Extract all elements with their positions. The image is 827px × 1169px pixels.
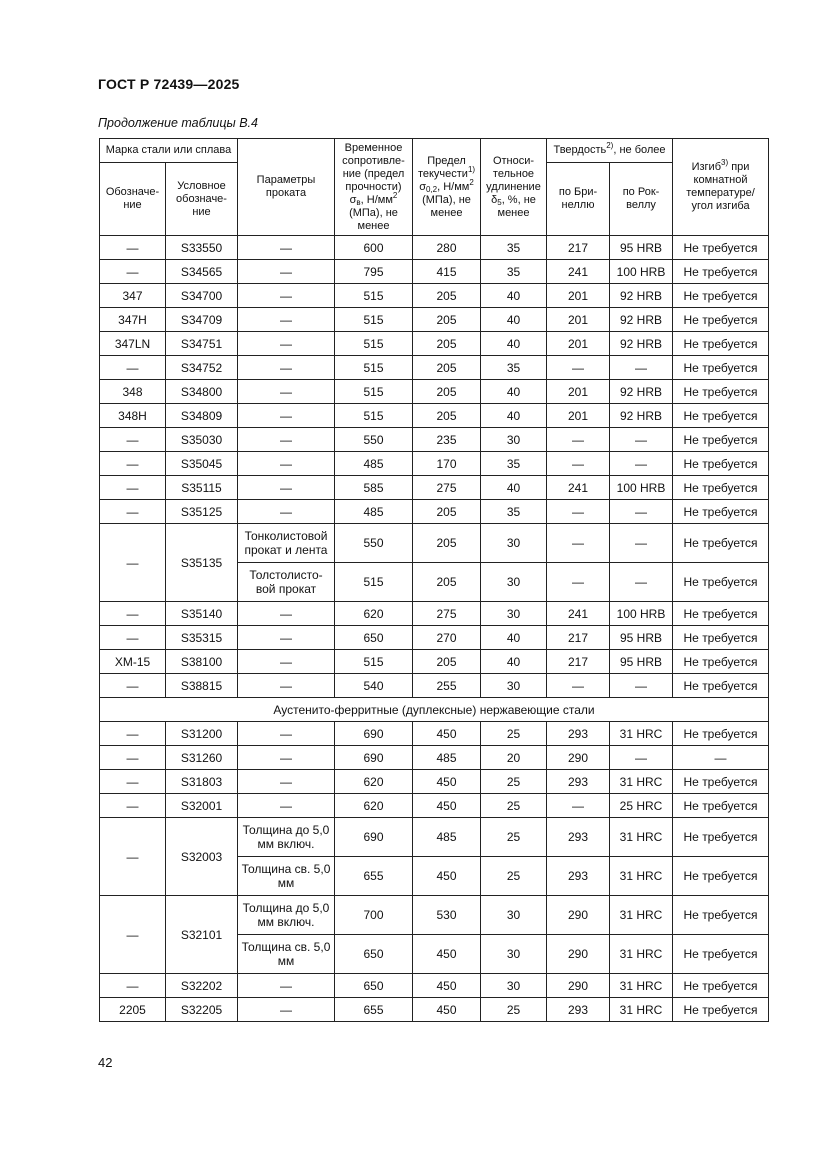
- table-row: [100, 332, 769, 356]
- cell-designation: —: [100, 236, 166, 260]
- cell-rockwell: —: [610, 452, 673, 476]
- header-designation: Обозначе-ние: [100, 163, 166, 236]
- cell-yield: 450: [413, 857, 481, 896]
- header-rockwell: по Рок-веллу: [610, 163, 673, 236]
- table-row: [100, 428, 769, 452]
- cell-elong: 35: [481, 452, 547, 476]
- header-elongation: Относи-тельное удлинение $\delta_5$, %, не менее: [481, 139, 547, 236]
- cell-bend: Не требуется: [673, 818, 769, 857]
- cell-code: S34700: [166, 284, 238, 308]
- cell-yield: 530: [413, 896, 481, 935]
- cell-params: Толстолисто-вой прокат: [238, 563, 335, 602]
- cell-bend: Не требуется: [673, 998, 769, 1022]
- cell-code: S34800: [166, 380, 238, 404]
- header-yield: Предел текучести$^{1)}$ $\sigma_{0,2}$, $Н/мм^2$ (МПа), не менее: [413, 139, 481, 236]
- cell-yield: 170: [413, 452, 481, 476]
- cell-tensile: 655: [335, 857, 413, 896]
- cell-elong: 25: [481, 770, 547, 794]
- cell-rockwell: 92 HRB: [610, 380, 673, 404]
- cell-bend: Не требуется: [673, 722, 769, 746]
- cell-yield: 275: [413, 476, 481, 500]
- cell-brinell: —: [547, 428, 610, 452]
- cell-tensile: 515: [335, 563, 413, 602]
- cell-params: Толщина до 5,0 мм включ.: [238, 896, 335, 935]
- cell-designation: —: [100, 794, 166, 818]
- cell-rockwell: —: [610, 563, 673, 602]
- cell-bend: Не требуется: [673, 770, 769, 794]
- cell-brinell: 290: [547, 935, 610, 974]
- cell-tensile: 690: [335, 818, 413, 857]
- cell-designation: —: [100, 746, 166, 770]
- cell-brinell: 293: [547, 998, 610, 1022]
- cell-elong: 30: [481, 524, 547, 563]
- cell-elong: 25: [481, 722, 547, 746]
- cell-tensile: 650: [335, 974, 413, 998]
- cell-rockwell: 31 HRC: [610, 818, 673, 857]
- cell-brinell: 217: [547, 626, 610, 650]
- cell-brinell: 201: [547, 308, 610, 332]
- table-row: [100, 896, 769, 935]
- cell-code: S38815: [166, 674, 238, 698]
- table-row: [100, 602, 769, 626]
- table-row: [100, 746, 769, 770]
- cell-params: —: [238, 428, 335, 452]
- cell-brinell: 217: [547, 650, 610, 674]
- cell-elong: 30: [481, 428, 547, 452]
- cell-brinell: —: [547, 452, 610, 476]
- cell-bend: Не требуется: [673, 524, 769, 563]
- table-row: [100, 794, 769, 818]
- cell-yield: 205: [413, 563, 481, 602]
- cell-rockwell: 92 HRB: [610, 284, 673, 308]
- header-tensile: Временное сопротивле-ние (предел прочности) $\sigma_в$, $Н/мм^2$ (МПа), не менее: [335, 139, 413, 236]
- cell-elong: 35: [481, 356, 547, 380]
- cell-params: —: [238, 260, 335, 284]
- table-row: [100, 380, 769, 404]
- cell-designation: 2205: [100, 998, 166, 1022]
- cell-bend: Не требуется: [673, 794, 769, 818]
- table-row: [100, 452, 769, 476]
- table-row: [100, 626, 769, 650]
- cell-bend: Не требуется: [673, 974, 769, 998]
- cell-bend: Не требуется: [673, 500, 769, 524]
- cell-params: —: [238, 770, 335, 794]
- cell-elong: 30: [481, 674, 547, 698]
- cell-params: —: [238, 356, 335, 380]
- table-row: [100, 260, 769, 284]
- cell-tensile: 620: [335, 794, 413, 818]
- cell-bend: Не требуется: [673, 332, 769, 356]
- cell-params: Толщина св. 5,0 мм: [238, 935, 335, 974]
- cell-rockwell: 95 HRB: [610, 236, 673, 260]
- cell-yield: 450: [413, 935, 481, 974]
- steel-properties-table: [99, 138, 769, 1022]
- cell-code: S35125: [166, 500, 238, 524]
- header-conventional: Условное обозначе-ние: [166, 163, 238, 236]
- cell-yield: 205: [413, 332, 481, 356]
- cell-elong: 25: [481, 794, 547, 818]
- cell-tensile: 655: [335, 998, 413, 1022]
- cell-code: S31803: [166, 770, 238, 794]
- cell-code: S35030: [166, 428, 238, 452]
- cell-designation: —: [100, 476, 166, 500]
- cell-params: —: [238, 626, 335, 650]
- cell-bend: Не требуется: [673, 602, 769, 626]
- cell-code: S34565: [166, 260, 238, 284]
- cell-bend: Не требуется: [673, 563, 769, 602]
- cell-brinell: —: [547, 794, 610, 818]
- cell-yield: 275: [413, 602, 481, 626]
- cell-rockwell: 100 HRB: [610, 476, 673, 500]
- table-row: [100, 974, 769, 998]
- cell-rockwell: 92 HRB: [610, 308, 673, 332]
- cell-brinell: 293: [547, 770, 610, 794]
- cell-brinell: 293: [547, 857, 610, 896]
- cell-elong: 40: [481, 332, 547, 356]
- table-row: [100, 356, 769, 380]
- cell-elong: 30: [481, 974, 547, 998]
- cell-params: —: [238, 380, 335, 404]
- cell-tensile: 515: [335, 404, 413, 428]
- cell-rockwell: —: [610, 356, 673, 380]
- cell-tensile: 700: [335, 896, 413, 935]
- cell-designation: —: [100, 896, 166, 974]
- cell-designation: —: [100, 500, 166, 524]
- cell-yield: 205: [413, 380, 481, 404]
- cell-designation: —: [100, 674, 166, 698]
- cell-code: S31260: [166, 746, 238, 770]
- cell-brinell: —: [547, 563, 610, 602]
- header-brinell: по Бри-неллю: [547, 163, 610, 236]
- cell-brinell: —: [547, 524, 610, 563]
- cell-tensile: 620: [335, 602, 413, 626]
- cell-rockwell: 31 HRC: [610, 896, 673, 935]
- cell-brinell: 293: [547, 818, 610, 857]
- cell-params: —: [238, 332, 335, 356]
- cell-elong: 25: [481, 818, 547, 857]
- cell-brinell: —: [547, 500, 610, 524]
- cell-designation: —: [100, 818, 166, 896]
- cell-tensile: 550: [335, 524, 413, 563]
- cell-tensile: 485: [335, 500, 413, 524]
- cell-designation: —: [100, 770, 166, 794]
- table-row: [100, 674, 769, 698]
- cell-tensile: 515: [335, 284, 413, 308]
- section-row: [100, 698, 769, 722]
- cell-designation: —: [100, 356, 166, 380]
- cell-rockwell: 31 HRC: [610, 770, 673, 794]
- cell-tensile: 515: [335, 380, 413, 404]
- cell-elong: 40: [481, 626, 547, 650]
- cell-designation: 347: [100, 284, 166, 308]
- cell-tensile: 690: [335, 746, 413, 770]
- cell-brinell: 201: [547, 284, 610, 308]
- cell-elong: 40: [481, 476, 547, 500]
- cell-rockwell: 31 HRC: [610, 857, 673, 896]
- cell-yield: 485: [413, 746, 481, 770]
- cell-brinell: 290: [547, 746, 610, 770]
- cell-bend: Не требуется: [673, 428, 769, 452]
- cell-tensile: 650: [335, 626, 413, 650]
- cell-elong: 40: [481, 284, 547, 308]
- cell-yield: 205: [413, 524, 481, 563]
- cell-tensile: 585: [335, 476, 413, 500]
- cell-elong: 30: [481, 563, 547, 602]
- header-hardness: Твердость$^{2)}$, не более: [547, 139, 673, 163]
- cell-code: S35315: [166, 626, 238, 650]
- cell-designation: XM-15: [100, 650, 166, 674]
- header-bend: Изгиб$^{3)}$ при комнатной температуре/ угол изгиба: [673, 139, 769, 236]
- cell-tensile: 515: [335, 308, 413, 332]
- cell-code: S38100: [166, 650, 238, 674]
- cell-designation: 347H: [100, 308, 166, 332]
- cell-bend: Не требуется: [673, 284, 769, 308]
- table-row: [100, 500, 769, 524]
- cell-code: S33550: [166, 236, 238, 260]
- cell-code: S32003: [166, 818, 238, 896]
- cell-bend: Не требуется: [673, 380, 769, 404]
- cell-params: —: [238, 500, 335, 524]
- cell-brinell: 201: [547, 332, 610, 356]
- cell-code: S35135: [166, 524, 238, 602]
- cell-designation: —: [100, 260, 166, 284]
- table-row: [100, 650, 769, 674]
- cell-params: Тонколистовой прокат и лента: [238, 524, 335, 563]
- cell-elong: 35: [481, 500, 547, 524]
- cell-rockwell: 31 HRC: [610, 998, 673, 1022]
- cell-bend: —: [673, 746, 769, 770]
- cell-params: —: [238, 308, 335, 332]
- cell-params: —: [238, 998, 335, 1022]
- cell-bend: Не требуется: [673, 650, 769, 674]
- cell-designation: —: [100, 602, 166, 626]
- table-body: [100, 236, 769, 1022]
- cell-brinell: 293: [547, 722, 610, 746]
- cell-brinell: 201: [547, 404, 610, 428]
- cell-brinell: 241: [547, 602, 610, 626]
- cell-rockwell: —: [610, 428, 673, 452]
- cell-rockwell: 92 HRB: [610, 332, 673, 356]
- cell-brinell: —: [547, 674, 610, 698]
- cell-designation: —: [100, 722, 166, 746]
- cell-rockwell: —: [610, 500, 673, 524]
- cell-rockwell: 92 HRB: [610, 404, 673, 428]
- cell-bend: Не требуется: [673, 356, 769, 380]
- cell-rockwell: 95 HRB: [610, 626, 673, 650]
- cell-code: S34751: [166, 332, 238, 356]
- cell-rockwell: 100 HRB: [610, 260, 673, 284]
- cell-params: —: [238, 794, 335, 818]
- cell-yield: 205: [413, 500, 481, 524]
- cell-brinell: 201: [547, 380, 610, 404]
- cell-yield: 450: [413, 974, 481, 998]
- cell-code: S32001: [166, 794, 238, 818]
- cell-code: S32205: [166, 998, 238, 1022]
- cell-elong: 40: [481, 650, 547, 674]
- cell-params: —: [238, 746, 335, 770]
- cell-elong: 40: [481, 404, 547, 428]
- cell-yield: 270: [413, 626, 481, 650]
- cell-elong: 30: [481, 602, 547, 626]
- cell-rockwell: 95 HRB: [610, 650, 673, 674]
- cell-bend: Не требуется: [673, 260, 769, 284]
- cell-params: —: [238, 476, 335, 500]
- cell-tensile: 515: [335, 332, 413, 356]
- cell-brinell: 241: [547, 260, 610, 284]
- cell-yield: 205: [413, 284, 481, 308]
- cell-yield: 280: [413, 236, 481, 260]
- cell-tensile: 550: [335, 428, 413, 452]
- cell-elong: 40: [481, 308, 547, 332]
- cell-code: S32101: [166, 896, 238, 974]
- cell-designation: —: [100, 626, 166, 650]
- cell-code: S31200: [166, 722, 238, 746]
- cell-code: S35140: [166, 602, 238, 626]
- cell-yield: 235: [413, 428, 481, 452]
- cell-yield: 205: [413, 356, 481, 380]
- cell-designation: 347LN: [100, 332, 166, 356]
- cell-brinell: 290: [547, 896, 610, 935]
- cell-code: S34809: [166, 404, 238, 428]
- cell-yield: 205: [413, 404, 481, 428]
- header-params: Параметры проката: [238, 139, 335, 236]
- cell-tensile: 515: [335, 356, 413, 380]
- cell-params: —: [238, 452, 335, 476]
- cell-params: —: [238, 650, 335, 674]
- table-row: [100, 998, 769, 1022]
- cell-rockwell: —: [610, 674, 673, 698]
- cell-yield: 450: [413, 770, 481, 794]
- cell-brinell: 290: [547, 974, 610, 998]
- table-row: [100, 818, 769, 857]
- cell-bend: Не требуется: [673, 896, 769, 935]
- cell-code: S35045: [166, 452, 238, 476]
- table-row: [100, 524, 769, 563]
- cell-rockwell: 25 HRC: [610, 794, 673, 818]
- document-code: ГОСТ Р 72439—2025: [98, 76, 240, 92]
- cell-code: S32202: [166, 974, 238, 998]
- cell-tensile: 620: [335, 770, 413, 794]
- cell-designation: —: [100, 452, 166, 476]
- cell-rockwell: —: [610, 524, 673, 563]
- cell-params: —: [238, 236, 335, 260]
- cell-params: Толщина св. 5,0 мм: [238, 857, 335, 896]
- cell-tensile: 485: [335, 452, 413, 476]
- cell-elong: 40: [481, 380, 547, 404]
- cell-bend: Не требуется: [673, 236, 769, 260]
- table-row: [100, 404, 769, 428]
- cell-tensile: 795: [335, 260, 413, 284]
- table-caption: Продолжение таблицы В.4: [98, 116, 258, 130]
- cell-designation: 348: [100, 380, 166, 404]
- cell-params: —: [238, 602, 335, 626]
- cell-bend: Не требуется: [673, 626, 769, 650]
- cell-yield: 205: [413, 308, 481, 332]
- cell-rockwell: —: [610, 746, 673, 770]
- cell-brinell: —: [547, 356, 610, 380]
- cell-params: —: [238, 674, 335, 698]
- cell-params: —: [238, 404, 335, 428]
- cell-bend: Не требуется: [673, 476, 769, 500]
- header-grade-group: Марка стали или сплава: [100, 139, 238, 163]
- cell-yield: 205: [413, 650, 481, 674]
- cell-elong: 30: [481, 896, 547, 935]
- cell-yield: 485: [413, 818, 481, 857]
- cell-elong: 35: [481, 260, 547, 284]
- cell-yield: 450: [413, 998, 481, 1022]
- cell-brinell: 217: [547, 236, 610, 260]
- table-row: [100, 236, 769, 260]
- cell-params: Толщина до 5,0 мм включ.: [238, 818, 335, 857]
- table-row: [100, 284, 769, 308]
- cell-code: S35115: [166, 476, 238, 500]
- cell-yield: 450: [413, 794, 481, 818]
- cell-bend: Не требуется: [673, 674, 769, 698]
- cell-tensile: 600: [335, 236, 413, 260]
- cell-code: S34752: [166, 356, 238, 380]
- cell-elong: 30: [481, 935, 547, 974]
- cell-bend: Не требуется: [673, 308, 769, 332]
- cell-yield: 415: [413, 260, 481, 284]
- cell-bend: Не требуется: [673, 452, 769, 476]
- cell-yield: 450: [413, 722, 481, 746]
- cell-designation: —: [100, 524, 166, 602]
- cell-rockwell: 31 HRC: [610, 722, 673, 746]
- section-heading: Аустенито-ферритные (дуплексные) нержавеющие стали: [100, 698, 769, 722]
- table-row: [100, 476, 769, 500]
- cell-code: S34709: [166, 308, 238, 332]
- cell-tensile: 690: [335, 722, 413, 746]
- cell-tensile: 515: [335, 650, 413, 674]
- cell-bend: Не требуется: [673, 935, 769, 974]
- cell-brinell: 241: [547, 476, 610, 500]
- cell-designation: —: [100, 428, 166, 452]
- cell-params: —: [238, 284, 335, 308]
- cell-rockwell: 31 HRC: [610, 974, 673, 998]
- cell-params: —: [238, 974, 335, 998]
- cell-elong: 20: [481, 746, 547, 770]
- cell-elong: 35: [481, 236, 547, 260]
- cell-elong: 25: [481, 857, 547, 896]
- cell-yield: 255: [413, 674, 481, 698]
- page-number: 42: [98, 1055, 113, 1070]
- cell-tensile: 540: [335, 674, 413, 698]
- cell-elong: 25: [481, 998, 547, 1022]
- cell-designation: 348H: [100, 404, 166, 428]
- cell-rockwell: 31 HRC: [610, 935, 673, 974]
- cell-rockwell: 100 HRB: [610, 602, 673, 626]
- cell-params: —: [238, 722, 335, 746]
- table-row: [100, 770, 769, 794]
- table-row: [100, 308, 769, 332]
- cell-designation: —: [100, 974, 166, 998]
- cell-bend: Не требуется: [673, 857, 769, 896]
- cell-bend: Не требуется: [673, 404, 769, 428]
- table-row: [100, 722, 769, 746]
- cell-tensile: 650: [335, 935, 413, 974]
